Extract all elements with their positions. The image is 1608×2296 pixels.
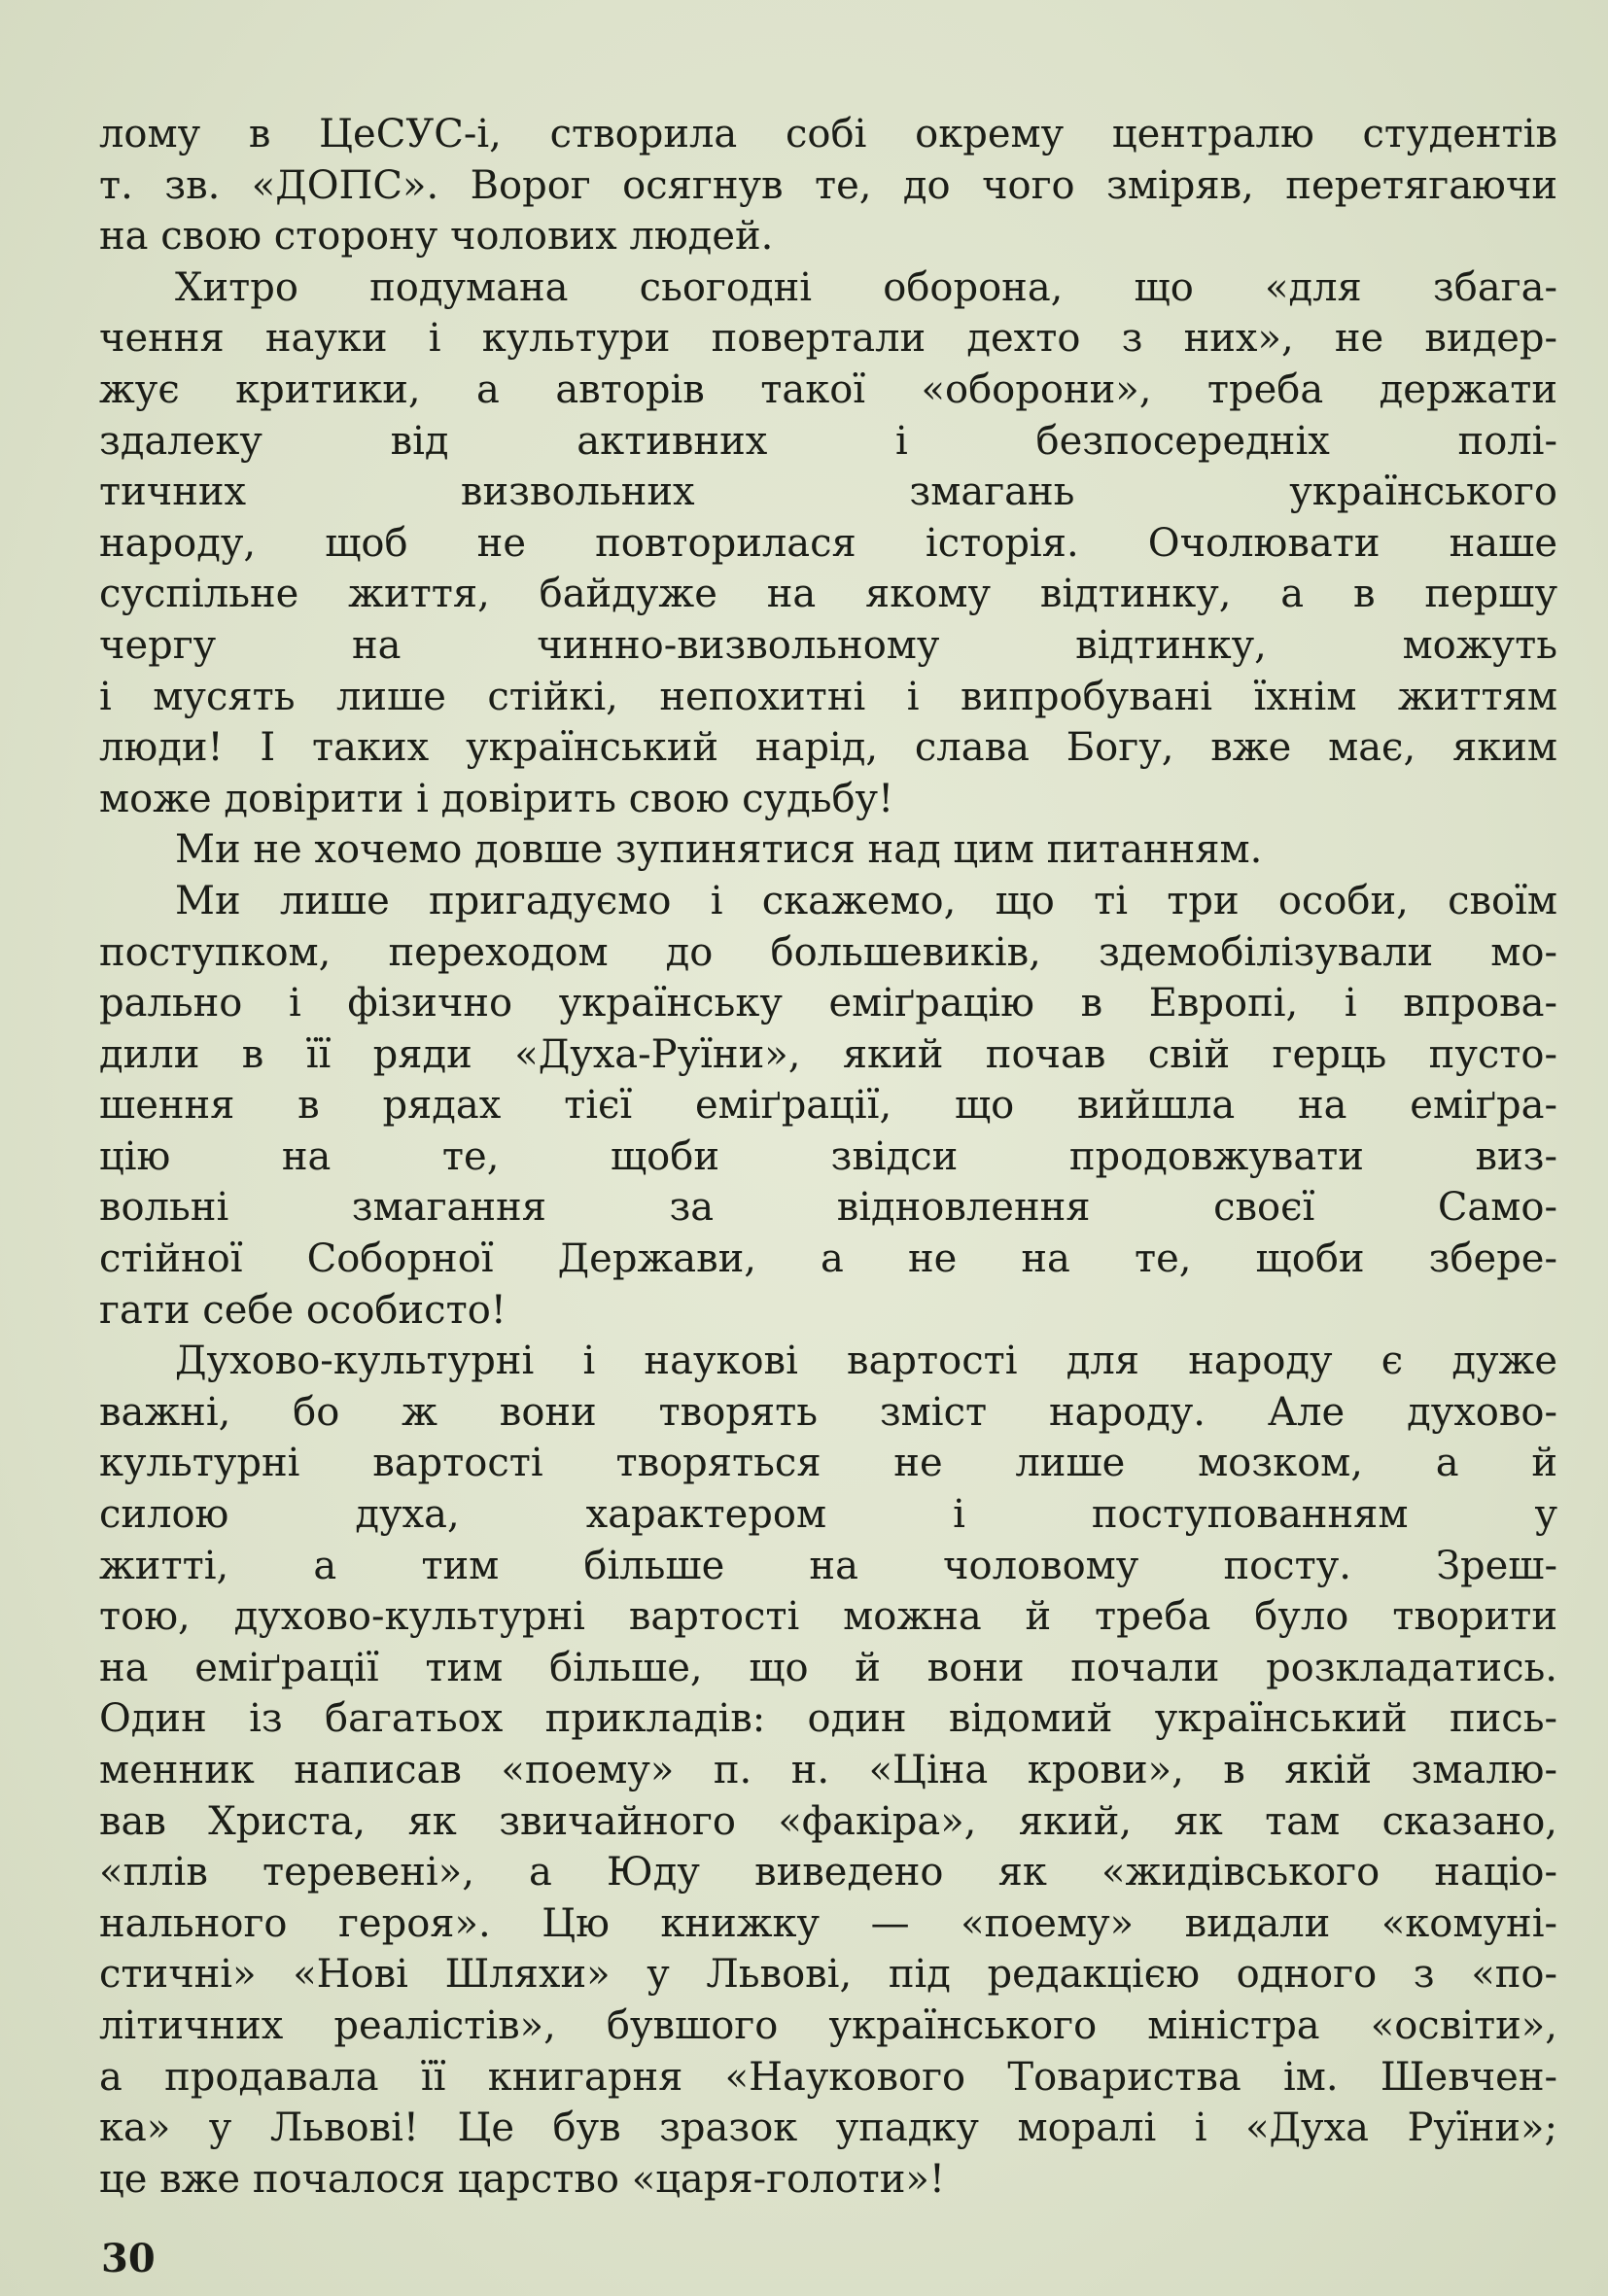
text-line: здалеку від активних і безпосередніх полі- [99,418,1557,464]
text-line: тою, духово-культурні вартості можна й треба було творити [99,1594,1557,1640]
text-line: «плів теревені», а Юду виведено як «жидівського націо- [99,1850,1557,1896]
page-number: 30 [101,2236,156,2281]
text-line: Ми не хочемо довше зупинятися над цим питанням. [175,827,1263,873]
text-line: може довірити і довірить свою судьбу! [99,776,894,821]
text-line: Ми лише пригадуємо і скажемо, що ті три особи, своїм [175,878,1557,923]
text-line: стичні» «Нові Шляхи» у Львові, під редакцією одного з «по- [99,1952,1557,1998]
text-line: цію на те, щоби звідси продовжувати виз- [99,1133,1557,1179]
text-line: силою духа, характером і поступованням у [99,1492,1557,1538]
text-line: рально і фізично українську еміґрацію в Европі, і впрова- [99,981,1557,1026]
text-line: культурні вартості творяться не лише мозком, а й [99,1441,1557,1486]
text-line: і мусять лише стійкі, непохитні і випробувані їхнім життям [99,674,1557,719]
text-line: чення науки і культури повертали дехто з них», не видер- [99,316,1557,362]
text-line: вольні змагання за відновлення своєї Само- [99,1185,1557,1231]
text-line: гати себе особисто! [99,1287,507,1333]
text-line: ка» у Львові! Це був зразок упадку моралі і «Духа Руїни»; [99,2105,1557,2151]
text-line: поступком, переходом до большевиків, здемобілізували мо- [99,929,1557,975]
text-line: лому в ЦеСУС-і, створила собі окрему централю студентів [99,112,1557,157]
text-line: менник написав «поему» п. н. «Ціна крови», в якій змалю- [99,1748,1557,1792]
text-line: це вже почалося царство «царя-голоти»! [99,2156,945,2202]
text-line: Один із багатьох прикладів: один відомий український пись- [99,1696,1557,1742]
text-line: житті, а тим більше на чоловому посту. Зреш- [99,1543,1557,1588]
text-line: стійної Соборної Держави, а не на те, щоби збере- [99,1236,1557,1282]
text-line: нального героя». Цю книжку — «поему» видали «комуні- [99,1900,1557,1946]
body-text [99,109,1557,2205]
text-line: важні, бо ж вони творять зміст народу. Але духово- [99,1389,1557,1435]
text-line: жує критики, а авторів такої «оборони», треба держати [99,366,1557,412]
text-line: чергу на чинно-визвольному відтинку, можуть [99,622,1557,668]
text-line: люди! І таких український нарід, слава Богу, вже має, яким [99,725,1557,771]
text-line: а продавала її книгарня «Наукового Товариства ім. Шевчен- [99,2054,1557,2100]
text-line: літичних реалістів», бувшого українського міністра «освіти», [99,2002,1557,2048]
text-line: Хитро подумана сьогодні оборона, що «для збага- [175,264,1557,310]
text-line: шення в рядах тієї еміґрації, що вийшла на еміґра- [99,1083,1557,1129]
text-line: вав Христа, як звичайного «факіра», який, як там сказано, [99,1798,1557,1844]
text-line: дили в її ряди «Духа-Руїни», який почав свій герць пусто- [99,1031,1557,1077]
text-line: народу, щоб не повторилася історія. Очолювати наше [99,520,1557,566]
text-line: т. зв. «ДОПС». Ворог осягнув те, до чого зміряв, перетягаючи [99,162,1557,208]
text-line: тичних визвольних змагань українського [99,470,1557,515]
text-line: суспільне життя, байдуже на якому відтинку, а в першу [99,572,1557,617]
text-line: на свою сторону чолових людей. [99,214,774,260]
text-line: Духово-культурні і наукові вартості для народу є дуже [175,1339,1557,1384]
text-line: на еміґрації тим більше, що й вони почали розкладатись. [99,1645,1557,1690]
